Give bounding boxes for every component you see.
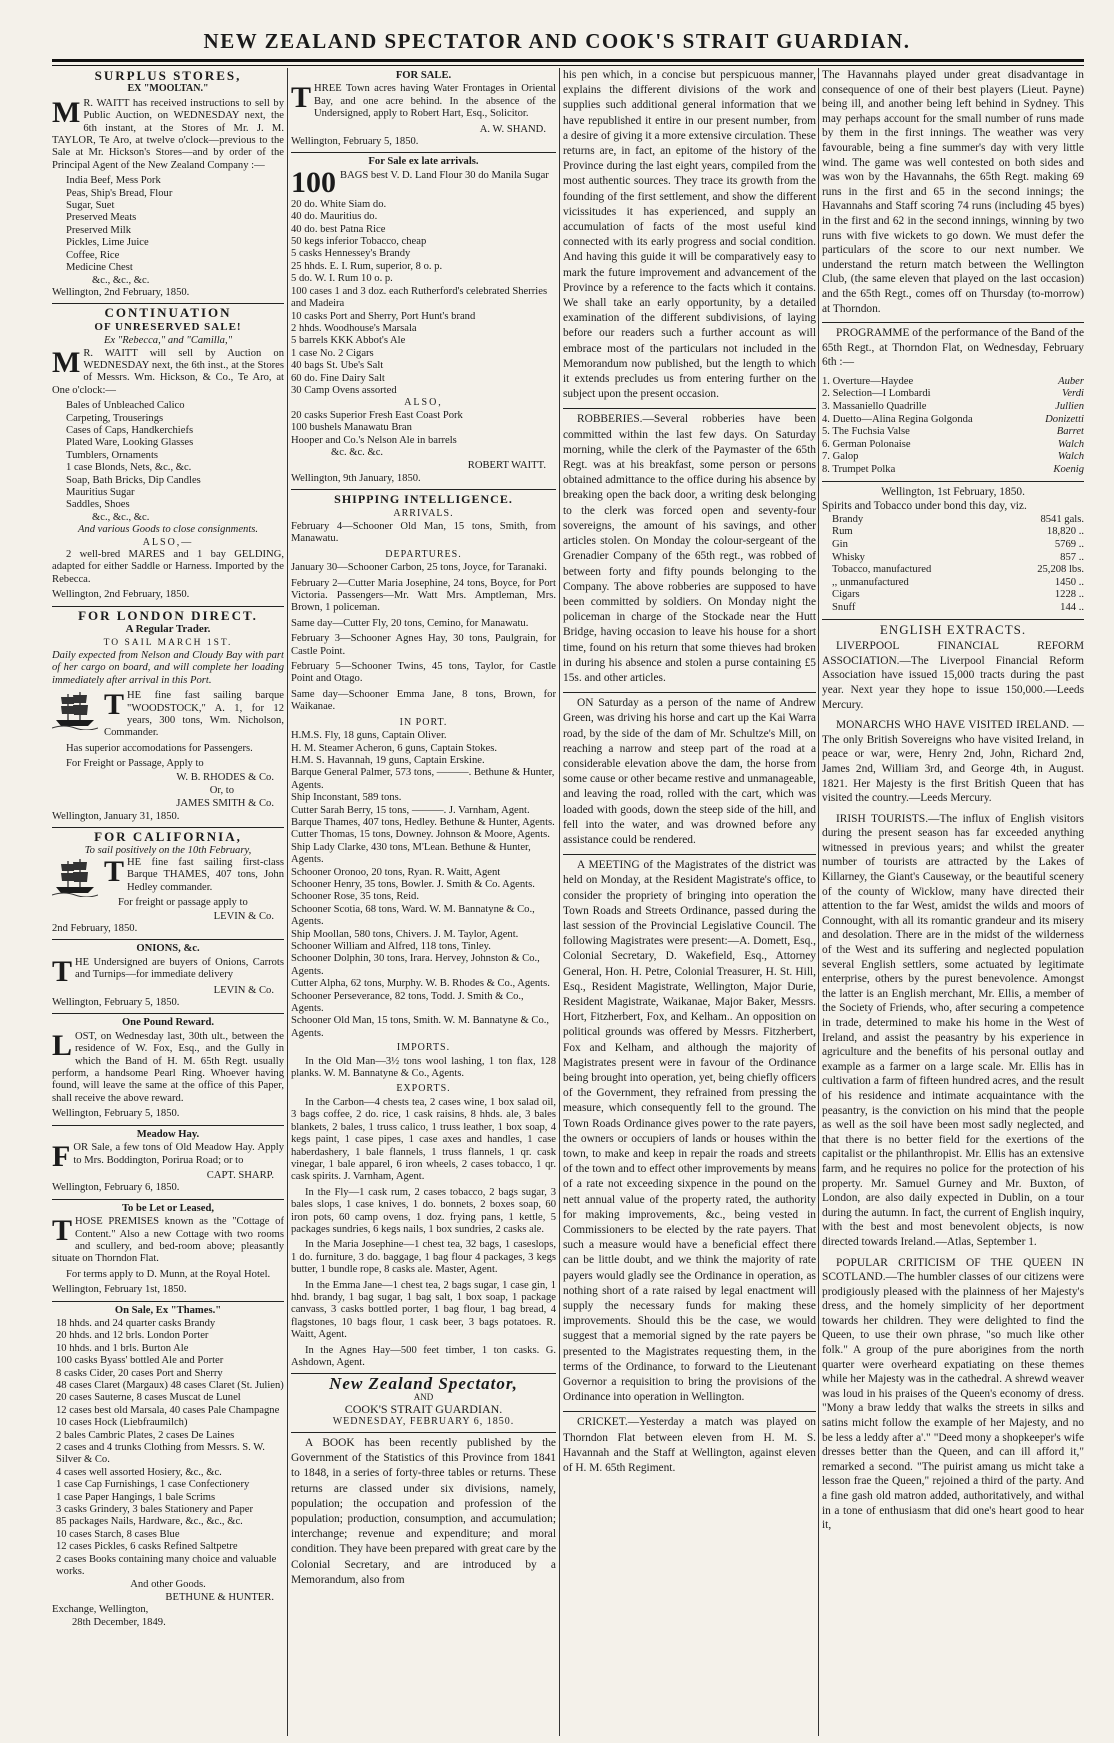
subsection-title: IN PORT.	[399, 716, 448, 728]
separator	[52, 939, 284, 940]
bond-value: 144 ..	[1060, 601, 1084, 613]
separator	[52, 303, 284, 304]
shipping-entry: H.M.S. Fly, 18 guns, Captain Oliver.	[291, 730, 447, 742]
ad-date: 28th December, 1849.	[72, 1616, 166, 1628]
shipping-entry: In the Fly—1 cask rum, 2 cases tobacco, 2 bags sugar, 3 bales slops, 1 case knives, 1 do. bonnets, 2 boxes soap, 60 iron pots, 60 camp ovens, 1 doz. frying pans, 1 kettle, 5 packages sundries, 6 kegs nails, 1 box sundries, 2 casks ale.	[291, 1186, 556, 1235]
list-item: 8 casks Cider, 20 cases Port and Sherry	[56, 1367, 223, 1379]
bond-item: Rum	[832, 526, 853, 538]
ad-title: To be Let or Leased,	[121, 1202, 215, 1214]
article-robberies: ROBBERIES.—Several robberies have been committed within the last few days. On Saturday morning, while the clerk of the Paymaster of the 65th Regt. was at his breakfast, some person or persons obtained admittance to the office during his absence by breaking open the back door, a writing desk belonging to the clerk was forced open and seventy-four sovereigns, the amount of his savings, and other articles stolen. On Monday the colour-sergeant of the Grenadier Company of the 65th regt., was robbed of between forty and fifty pounds belonging to the Company. The above robberies are supposed to have been committed by soldiers. On Monday night the policeman in charge of the Stockade near the Hutt Bridge, having occasion to leave his house for a short time, found on his return that some thieves had broken in during his absence and stolen a purse containing £5 15s. and other articles.	[563, 413, 816, 684]
agent-name: CAPT. SHARP.	[206, 1169, 274, 1181]
ad-accommodation: Has superior accomodations for Passengers.	[66, 742, 253, 754]
list-item: 100 casks Byass' bottled Ale and Porter	[56, 1355, 224, 1367]
dropcap: T	[52, 954, 73, 988]
list-item: Tumblers, Ornaments	[66, 449, 159, 461]
ad-date: Wellington, 2nd February, 1850.	[52, 286, 190, 298]
programme-row	[822, 426, 1084, 439]
bond-table	[822, 514, 1084, 615]
item-list	[52, 400, 284, 524]
ad-body: HE fine fast sailing barque "WOODSTOCK," A. 1, for 12 years, 300 tons, Wm. Nicholson, Commander.	[104, 690, 284, 739]
list-item: 2 bales Cambric Plates, 2 cases De Laines	[56, 1429, 235, 1441]
ad-title: FOR CALIFORNIA,	[94, 829, 242, 845]
bond-row	[832, 577, 1084, 590]
separator	[822, 481, 1084, 482]
separator	[822, 322, 1084, 323]
ad-body: HE Undersigned are buyers of Onions, Carrots and Turnips—for immediate delivery	[75, 956, 284, 981]
dropcap: T	[52, 1214, 73, 1248]
shipping-entry: Barque General Palmer, 573 tons, ———. Bethune & Hunter, Agents.	[291, 767, 555, 791]
separator	[52, 1125, 284, 1126]
programme-row	[822, 439, 1084, 452]
subsection-title: ARRIVALS.	[393, 507, 454, 519]
newspaper-title: NEW ZEALAND SPECTATOR AND COOK'S STRAIT GUARDIAN.	[203, 29, 911, 53]
lead-text: BAGS best V. D. Land Flour 30 do Manila Sugar	[340, 169, 549, 181]
ad-body: HE fine fast sailing first-class Barque THAMES, 407 tons, John Hedley commander.	[127, 856, 284, 893]
list-item: 85 packages Nails, Hardware, &c., &c., &c.	[56, 1516, 243, 1528]
lead-number: 100	[291, 169, 336, 196]
ad-body: OR Sale, a few tons of Old Meadow Hay. Apply to Mrs. Boddington, Porirua Road; or to	[73, 1142, 284, 1166]
list-item: 60 do. Fine Dairy Salt	[291, 372, 385, 384]
bond-row	[832, 602, 1084, 615]
shipping-entry: H.M. S. Havannah, 19 guns, Captain Erskine.	[291, 754, 485, 766]
shipping-entry: Cutter Thomas, 15 tons, Downey. Johnson & Moore, Agents.	[291, 829, 550, 841]
bond-item: Whisky	[832, 551, 865, 563]
ad-for-sale	[291, 70, 556, 148]
programme-row	[822, 401, 1084, 414]
list-item: India Beef, Mess Pork	[66, 175, 161, 187]
bond-row	[832, 564, 1084, 577]
separator	[563, 1411, 816, 1412]
shipping-entry: February 2—Cutter Maria Josephine, 24 tons, Boyce, for Port Victoria. Passengers—Mr. Watt Mrs. Amptleman, Mrs. Brown, 1 policeman.	[291, 577, 556, 614]
article-statistics-continued: his pen which, in a concise but perspicuous manner, explains the different divisions of the work and supplies such additional general information that we have republished it entire in our present number, from a desire of giving it a more extensive circulation. These returns are, in fact, an epitome of the history of the Province during the last eight years, compiled from the most authentic sources. They trace its growth from the founding of the first settlement, and show the different vicissitudes it has experienced, and supply an accumulation of facts of the most useful kind connected with its early progress and social condition. And having this guide it will be comparatively easy to mark the future improvement and advancement of the Province by a reference to the facts which it contains. We shall take an early opportunity, by a detailed examination of the different subdivisions, of laying before our readers such a further account as will embrace most of the particulars not included in the Memorandum now published, but the length to which it extends precludes us from entering further on the subject upon the present occasion.	[563, 69, 816, 401]
column-4	[822, 68, 1084, 1736]
bond-value: 1450 ..	[1054, 576, 1084, 588]
programme-composer: Verdi	[1062, 388, 1084, 400]
ad-subtitle: OF UNRESERVED SALE!	[94, 320, 242, 333]
item-list	[52, 1318, 284, 1579]
ad-body: R. WAITT will sell by Auction on WEDNESDAY next, the 6th inst., at the Stores of Messrs. Wm. Hickson, & Co., Te Aro, at One o'clock:—	[52, 347, 284, 396]
ad-title: SURPLUS STORES,	[94, 68, 242, 83]
ad-body: HOSE PREMISES known as the "Cottage of Content." Also a new Cottage with two rooms and scullery, and bed-room above; pleasantly situate on Thorndon Flat.	[52, 1216, 284, 1265]
ad-body: HREE Town acres having Water Frontages in Oriental Bay, and one acre behind. In the absence of the Undersigned, apply to Robert Hart, Esq., Solicitor.	[314, 83, 556, 120]
ad-italic: Ex "Rebecca," and "Camilla,"	[103, 335, 233, 347]
list-item: Plated Ware, Looking Glasses	[66, 437, 194, 449]
list-item: 30 Camp Ovens assorted	[291, 384, 397, 396]
dropcap: M	[52, 345, 81, 379]
article-magistrates: A MEETING of the Magistrates of the district was held on Monday, at the Resident Magistrate's office, to consider the propriety of bringing into operation the Town Roads and Streets Ordinance, passed during the last session of the Provincial Legislative Council. The following Magistrates were present:—A. Domett, Esq., Colonial Secretary, D. Wakefield, Esq., Attorney General, Hon. H. Petre, Colonial Treasurer, H. St. Hill, Esq., Resident Magistrate, Wellington, Major Durie, Resident Magistrate, Waikanae, Major Baker, Messrs. Hort, Fitzherbert, Fox, and Kelham.. An opposition on political grounds was offered by Messrs. Fitzherbert, Fox and Kelham, and although the majority of Magistrates present were in favour of the Ordinance being brought into operation, yet, being chiefly officers of the Government, they refrained from pressing the measure, which consequently fell to the ground. The Town Roads Ordinance gives power to the rate payers, the owners or occupiers of lands or houses within the town, to make and keep in repair the roads and streets of the town and to effect other improvements by means of a rate not exceeding sixpence in the pound on the nett annual value of the property rated, the authority for making improvements, &c., being vested in Commissioners to be elected by the rate payers. That such a measure would have a beneficial effect there can be little doubt, and we think the majority of rate payers would gladly see the Ordinance in operation, as nothing short of a rate raised by legal enactment will supply the necessary funds for making these improvements. Should this be the case, we would suggest that a memorial signed by the rate payers be presented to the Magistrates requesting them, in the terms of the Ordinance, to forward to the Lieutenant Governor a requisition to bring the provisions of the Ordinance into operation in Wellington.	[563, 859, 816, 1404]
shipping-entry: February 4—Schooner Old Man, 15 tons, Smith, from Manawatu.	[291, 521, 556, 545]
masthead-and: AND	[413, 1391, 434, 1402]
programme-row	[822, 388, 1084, 401]
ad-london	[52, 607, 284, 824]
shipping-entry: Schooner William and Alfred, 118 tons, Tinley.	[291, 941, 491, 952]
ad-other: And other Goods.	[130, 1578, 206, 1590]
list-item: 12 cases best old Marsala, 40 cases Pale Champagne	[56, 1404, 280, 1416]
ad-title: For Sale ex late arrivals.	[368, 156, 479, 168]
shipping-entry: Schooner Scotia, 68 tons, Ward. W. M. Bannatyne & Co., Agents.	[291, 903, 535, 928]
list-item: Preserved Milk	[66, 224, 132, 236]
column-2	[291, 68, 556, 1736]
list-item: Preserved Meats	[66, 212, 137, 224]
dropcap: M	[52, 95, 81, 129]
column-3	[563, 68, 816, 1736]
extract-monarchs: MONARCHS WHO HAVE VISITED IRELAND. —The only British Sovereigns who have visited Ireland, in peace or war, were, Henry 2nd, John, Richard 2nd, James 2nd, William 3rd, and George 4th, in August. 1821. Her Majesty is the first British Queen that has visited the country.—Leeds Mercury.	[822, 719, 1084, 805]
shipping-entry: Ship Inconstant, 589 tons.	[291, 792, 402, 804]
masthead	[0, 0, 1114, 58]
shipping-entry: Same day—Schooner Emma Jane, 8 tons, Brown, for Waikanae.	[291, 688, 556, 713]
list-item: 50 kegs inferior Tobacco, cheap	[291, 236, 427, 248]
list-item: Medicine Chest	[66, 262, 133, 274]
ad-body: R. WAITT has received instructions to sell by Public Auction, on WEDNESDAY next, the 6th instant, at the Stores of Mr. J. M. TAYLOR, Te Aro, at twelve o'clock—previous to the Sale at Mr. Hickson's Stores—and by order of the Principal Agent of the New Zealand Company :—	[52, 97, 284, 171]
agent-name: JAMES SMITH & Co.	[176, 798, 274, 810]
separator	[52, 1013, 284, 1014]
ad-sail-date: TO SAIL MARCH 1ST.	[103, 638, 233, 649]
ad-late-arrivals	[291, 156, 556, 485]
list-item: 20 do. White Siam do.	[291, 198, 387, 210]
separator	[52, 606, 284, 607]
list-item: 1 case Blonds, Nets, &c., &c.	[66, 462, 192, 474]
ad-also: ALSO,	[404, 397, 443, 409]
shipping-entry: Ship Moollan, 580 tons, Chivers. J. M. Taylor, Agent.	[291, 928, 519, 940]
bond-value: 18,820 ..	[1046, 526, 1084, 538]
programme-piece: 8. Trumpet Polka	[822, 464, 896, 476]
bond-item: Gin	[832, 539, 848, 550]
separator	[563, 408, 816, 409]
ad-subtitle: A Regular Trader.	[125, 623, 211, 636]
dropcap: T	[104, 688, 125, 722]
shipping-entry: Schooner Rose, 35 tons, Reid.	[291, 891, 419, 903]
subsection-title: EXPORTS.	[396, 1083, 451, 1095]
list-item: 1 case Paper Hangings, 1 bale Scrims	[56, 1491, 216, 1503]
ad-title: One Pound Reward.	[121, 1017, 215, 1029]
dropcap: F	[52, 1140, 71, 1174]
item-list	[291, 199, 556, 398]
list-item: 40 do. best Patna Rice	[291, 223, 386, 235]
programme-composer: Barret	[1056, 426, 1084, 438]
bond-row	[832, 589, 1084, 602]
shipping-entry: February 5—Schooner Twins, 45 tons, Taylor, for Castle Point and Otago.	[291, 661, 556, 685]
agent-name: A. W. SHAND.	[479, 123, 546, 135]
ad-title: CONTINUATION	[104, 305, 232, 321]
programme-piece: 2. Selection—I Lombardi	[822, 388, 931, 400]
ad-title: On Sale, Ex "Thames."	[114, 1304, 222, 1316]
list-item: Hooper and Co.'s Nelson Ale in barrels	[291, 434, 457, 446]
ad-date: Wellington, February 5, 1850.	[291, 136, 419, 148]
shipping-entry: Cutter Sarah Berry, 15 tons, ———. J. Varnham, Agent.	[291, 804, 530, 816]
bond-item: Snuff	[832, 601, 856, 613]
extract-liverpool: LIVERPOOL FINANCIAL REFORM ASSOCIATION.—The Liverpool Financial Reform Association have issued 15,000 tracts during the past year. Next year they hope to issue 150,000.—Leeds Mercury.	[822, 640, 1084, 711]
ad-california	[52, 831, 284, 935]
shipping-entry: Schooner Oronoo, 20 tons, Ryan. R. Waitt, Agent	[291, 866, 501, 878]
list-item: 20 hhds. and 12 brls. London Porter	[56, 1330, 209, 1342]
agent-name: LEVIN & Co.	[213, 910, 274, 922]
list-item: 5 barrels KKK Abbot's Ale	[291, 335, 406, 347]
article-accident: ON Saturday as a person of the name of Andrew Green, was driving his horse and cart up the Kai Warra road, by the side of the dam of Mr. Schultze's Mill, on reaching a narrow and steep part of the road at a considerable elevation above the dam, the horse from some cause or other became restive and unmanageable, and leaving the road, rolled with the cart, which was loaded with goods, down the steep side of the hill, and fell into the water, and was drowned before any assistance could be rendered.	[563, 697, 816, 846]
bond-item: Tobacco, manufactured	[832, 564, 932, 576]
bond-value: 5769 ..	[1054, 539, 1084, 550]
ad-freight: For freight or passage apply to	[118, 897, 248, 909]
list-item: Soap, Bath Bricks, Dip Candles	[66, 474, 201, 486]
bond-intro: Spirits and Tobacco under bond this day, viz.	[822, 500, 1027, 513]
shipping-entry: In the Old Man—3½ tons wool lashing, 1 ton flax, 128 planks. W. M. Bannatyne & Co., Agents.	[291, 1055, 556, 1080]
programme-row	[822, 376, 1084, 389]
masthead-gothic-title: New Zealand Spectator,	[329, 1374, 518, 1394]
list-item: 3 casks Grindery, 3 bales Stationery and Paper	[56, 1504, 254, 1516]
column-divider	[287, 68, 288, 1736]
band-programme-intro: PROGRAMME of the performance of the Band of the 65th Regt., at Thorndon Flat, on Wednesday, February 6th :—	[822, 327, 1084, 369]
list-item: 1 case No. 2 Cigars	[291, 347, 374, 359]
bond-item: Cigars	[832, 589, 860, 601]
bond-item: Brandy	[832, 513, 864, 525]
list-item: 12 cases Pickles, 6 casks Refined Saltpetre	[56, 1541, 238, 1553]
programme-composer: Walch	[1057, 451, 1084, 463]
list-item: 2 hhds. Woodhouse's Marsala	[291, 322, 417, 334]
list-item: 48 cases Claret (Margaux) 48 cases Claret (St. Julien)	[56, 1380, 284, 1391]
ad-continuation	[52, 307, 284, 601]
list-item: 18 hhds. and 24 quarter casks Brandy	[56, 1317, 216, 1329]
ad-apply: For terms apply to D. Munn, at the Royal Hotel.	[66, 1268, 271, 1280]
list-item: 40 do. Mauritius do.	[291, 211, 378, 223]
agent-name: ROBERT WAITT.	[467, 460, 546, 472]
ad-date: Wellington, 2nd February, 1850.	[52, 589, 190, 601]
programme-row	[822, 414, 1084, 427]
shipping-entry: H. M. Steamer Acheron, 6 guns, Captain Stokes.	[291, 742, 497, 754]
list-item: 10 cases Hock (Liebfraumilch)	[56, 1417, 188, 1429]
separator	[52, 827, 284, 828]
shipping-entry: Barque Thames, 407 tons, Hedley. Bethune & Hunter, Agents.	[291, 816, 555, 828]
list-item: Bales of Unbleached Calico	[66, 400, 185, 412]
programme-composer: Auber	[1058, 375, 1084, 387]
ad-body: OST, on Wednesday last, 30th ult., between the residence of W. Fox, Esq., and the Gully in which the Band of H. M. 65th Regt. usually perform, a handsome Pearl Ring. Whoever having found, will leave the same at the office of this Paper, shall receive the above reward.	[52, 1030, 284, 1104]
list-item: 10 casks Port and Sherry, Port Hunt's brand	[291, 310, 476, 322]
list-item: Peas, Ship's Bread, Flour	[66, 187, 173, 199]
ad-title: FOR SALE.	[395, 70, 452, 81]
shipping-entry: In the Emma Jane—1 chest tea, 2 bags sugar, 1 case gin, 1 hhd. brandy, 1 bag sugar, 1 bag salt, 1 box soap, 1 package canvass, 3 casks bottled porter, 1 bag flour, 1 bag bread, 4 flagstones, 10 bags flour, 1 cask beer, 3 bags potatoes. R. Waitt, Agent.	[291, 1279, 556, 1341]
programme-piece: 5. The Fuchsia Valse	[822, 426, 910, 438]
agent-name: W. B. RHODES & Co.	[176, 771, 274, 783]
list-item: 4 cases well assorted Hosiery, &c., &c.	[56, 1466, 222, 1478]
separator	[52, 1301, 284, 1302]
article-cricket-continued: The Havannahs played under great disadvantage in consequence of one of their best players (Lieut. Payne) being ill, and another being left behind in Sydney. This may perhaps account for the small number of runs made by them in the first innings. The weather was very favourable, being a fine summer's day with very little wind. The game was well contested on both sides and was won by the Havannahs, the 65th Regt. making 69 runs in the first and 65 in the second innings; the Havannahs and Staff scoring 74 runs (including 45 byes) in the first and 62 in the second innings, winning by two runs with five wickets to go down. We must defer the particulars of the score to our next number. We understand the return match between the Wellington Club, (the same eleven that played on the last occasion) and the 65th Regt., comes off on Thursday (to-morrow) at Thorndon.	[822, 69, 1084, 315]
separator	[563, 854, 816, 855]
ad-subtitle: EX "MOOLTAN."	[127, 83, 209, 95]
bond-date: Wellington, 1st February, 1850.	[881, 485, 1025, 498]
ad-date: Wellington, February 5, 1850.	[52, 997, 180, 1009]
separator	[291, 1432, 556, 1433]
programme-piece: 4. Duetto—Alina Regina Golgonda	[822, 413, 973, 425]
ad-meadow-hay	[52, 1129, 284, 1195]
ad-body: 2 well-bred MARES and 1 bay GELDING, adapted for either Saddle or Harness. Imported by the Rebecca.	[52, 549, 284, 585]
bond-item: ,, unmanufactured	[832, 576, 909, 588]
secondary-masthead	[291, 1374, 556, 1428]
ad-reward	[52, 1017, 284, 1120]
column-divider	[818, 68, 819, 1736]
ad-onions	[52, 943, 284, 1009]
list-item: 100 cases 1 and 3 doz. each Rutherford's celebrated Sherries and Madeira	[291, 285, 548, 310]
shipping-entry: Schooner Henry, 35 tons, Bowler. J. Smith & Co. Agents.	[291, 878, 535, 890]
separator	[52, 1199, 284, 1200]
programme-composer: Walch	[1057, 438, 1084, 450]
programme-piece: 3. Massaniello Quadrille	[822, 401, 927, 413]
shipping-intelligence	[291, 493, 556, 1369]
item-list	[291, 410, 556, 460]
list-item: 2 cases and 4 trunks Clothing from Messrs. S. W. Silver & Co.	[56, 1442, 265, 1466]
subsection-title: DEPARTURES.	[385, 548, 462, 560]
item-list	[52, 175, 284, 287]
list-item: 2 cases Books containing many choice and valuable works.	[56, 1553, 277, 1578]
bond-row	[832, 539, 1084, 552]
column-divider	[559, 68, 560, 1736]
programme-row	[822, 451, 1084, 464]
ad-date: Wellington, February 5, 1850.	[52, 1108, 180, 1120]
dropcap: T	[291, 81, 312, 115]
shipping-entry: In the Agnes Hay—500 feet timber, 1 ton casks. G. Ashdown, Agent.	[291, 1344, 556, 1368]
programme-composer: Jullien	[1055, 401, 1084, 413]
shipping-entry: Same day—Cutter Fly, 20 tons, Cemino, for Manawatu.	[291, 617, 529, 629]
shipping-entry: January 30—Schooner Carbon, 25 tons, Joyce, for Taranaki.	[291, 562, 547, 574]
ad-italic: To sail positively on the 10th February,	[84, 844, 252, 856]
shipping-entry: Cutter Alpha, 62 tons, Murphy. W. B. Rhodes & Co., Agents.	[291, 978, 550, 990]
bond-value: 8541 gals.	[1040, 513, 1084, 525]
list-item: &c. &c. &c.	[331, 446, 384, 458]
extract-irish-tourists: IRISH TOURISTS.—The influx of English visitors during the present season has far exceeded anything witnessed in previous years; and whilst the greater number of tourists are attracted by the Lakes of Killarney, the Giant's Causeway, or the beautiful scenery of the county of Wicklow, many have directed their attention to the far West, amidst the wilds and moors of Connought, with all its romantic grandeur and its misery and desolation. There are in the midst of the wilderness of the West and its suffering and neglected population several English settlers, some actuated by legitimate enterprise, others by the purest benevolence. Amongst the latter is an English merchant, Mr. Ellis, a member of the Society of Friends, who, after securing a competence in trade, determined to make his home in the West of Ireland, and assist the peasantry by his experience in agriculture and the benefits of his personal outlay and example as a farmer on a large scale. Mr. Ellis has in cultivation a farm of fifteen hundred acres, and the result of his residence and intimate acquaintance with the peasantry, is the conviction on his mind that the people as well as the soil have been most sadly neglected, and that there is no better field for the exertions of the capitalist or the philanthropist. Mr. Ellis has an extensive farm, and he requires no police for the protection of his property. Mr. Samuel Gurney and Mr. Buxton, of London, are also daily expected in Dublin, on a tour during the autumn. In fact, the current of English inquiry, with the best and most benevolent objects, is now directed towards Ireland.—Atlas, September 1.	[822, 812, 1084, 1248]
ad-title: FOR LONDON DIRECT.	[78, 607, 258, 623]
list-item: 5 casks Hennessey's Brandy	[291, 248, 411, 260]
extract-queen-scotland: POPULAR CRITICISM OF THE QUEEN IN SCOTLAND.—The humbler classes of our citizens were prodigiously pleased with the plainness of her Majesty's dress, and the homely simplicity of her deportment towards her children. They were delighted to find the Queen, to use their own phrase, "so much like other folk." A group of the pure aborigines from the north quarter were overheard expatiating on these themes while her Majesty was in the cathedral. A shrewd weaver was loud in his praises of the Queen's economy of dress. "Mony a braw leddy that walks the streets in silks and satins micht follow the example of her Majesty, and no be less a leddy after a'." "Deed mony a shopkeeper's wife dresses better than the Queen, and can ill afford it," remarked a second. "The puirist amang us micht take a lesson frae the Queen," rejoined a third of the party. And a fine gash old matron added, authoritatively, and withal in a tone of enthusiasm that did one's heart good to hear it,	[822, 1256, 1084, 1532]
ad-also: ALSO,—	[142, 536, 194, 548]
ship-illustration	[52, 690, 98, 730]
list-item: 5 do. W. I. Rum 10 o. p.	[291, 273, 393, 285]
shipping-entry: Schooner Perseverance, 82 tons, Todd. J. Smith & Co., Agents.	[291, 990, 524, 1015]
column-1	[52, 68, 284, 1736]
ad-date: Wellington, February 1st, 1850.	[52, 1284, 187, 1296]
list-item: 25 hhds. E. I. Rum, superior, 8 o. p.	[291, 260, 443, 272]
shipping-entry: Schooner Dolphin, 30 tons, Irara. Hervey, Johnston & Co., Agents.	[291, 953, 540, 977]
agent-name: LEVIN & Co.	[213, 984, 274, 996]
masthead-rule	[52, 59, 1084, 66]
list-item: 10 hhds. and 1 brls. Burton Ale	[56, 1342, 189, 1354]
dropcap: T	[104, 854, 125, 888]
band-programme	[822, 376, 1084, 477]
ad-date: 2nd February, 1850.	[52, 923, 138, 934]
list-item: 20 casks Superior Fresh East Coast Pork	[291, 409, 463, 421]
dropcap: L	[52, 1028, 73, 1062]
programme-piece: 7. Galop	[822, 451, 859, 463]
article-statistics: A BOOK has been recently published by the Government of the Statistics of this Province from 1841 to 1848, in a series of forty-three tables or returns. These returns are classed under six divisions, namely, population; the occupation and profession of the population; production, consumption, and accumulation; interchange; revenue and expenditure; and moral condition. They have been prepared with great care by the Colonial Secretary, and are introduced by a Memorandum, also from	[291, 1437, 556, 1586]
bond-value: 25,208 lbs.	[1037, 564, 1084, 576]
shipping-entry: In the Maria Josephine—1 chest tea, 32 bags, 1 caseslops, 1 do. furniture, 3 do. baggage, 1 bag flour 4 packages, 3 kegs butter, 1 bundle rope, 8 casks ale. Master, Agent.	[291, 1239, 556, 1276]
ad-or: Or, to	[209, 784, 234, 796]
ad-closing: And various Goods to close consignments.	[77, 524, 259, 536]
ad-italic: Daily expected from Nelson and Cloudy Bay with part of her cargo on board, and will complete her loading immediately after arrival in this Port.	[52, 649, 284, 686]
ad-date: Wellington, February 6, 1850.	[52, 1182, 180, 1194]
programme-composer: Koenig	[1053, 464, 1084, 476]
list-item: 10 cases Starch, 8 cases Blue	[56, 1528, 180, 1540]
bond-value: 1228 ..	[1054, 589, 1084, 601]
bond-row	[832, 552, 1084, 565]
article-cricket: CRICKET.—Yesterday a match was played on Thorndon Flat between eleven from H. M. S. Havannah and the Staff at Wellington, against eleven of H. M. 65th Regiment.	[563, 1416, 816, 1475]
ship-illustration	[52, 857, 98, 897]
subsection-title: IMPORTS.	[396, 1042, 451, 1054]
list-item: Cases of Caps, Handkerchiefs	[66, 424, 194, 436]
shipping-entry: In the Carbon—4 chests tea, 2 cases wine, 1 box salad oil, 3 bags coffee, 2 do. rice, 1 cask raisins, 8 hhds. ale, 3 bales blankets, 2 bales, 1 truss calico, 1 truss leather, 1 box soap, 4 kegs paint, 1 case pipes, 1 case axes and handles, 1 case haberdashery, 1 bale flannels, 1 truss flannels, 1 qr. cask vinegar, 1 bale apparel, 6 iron wheels, 2 cases tobacco, 1 qr. cask spirits. J. Varnham, Agent.	[291, 1096, 556, 1183]
programme-piece: 6. German Polonaise	[822, 438, 911, 450]
list-item: Sugar, Suet	[66, 200, 115, 212]
ad-title: ONIONS, &c.	[136, 943, 200, 955]
list-item: Coffee, Rice	[66, 249, 120, 261]
section-title: ENGLISH EXTRACTS.	[879, 621, 1027, 637]
programme-row	[822, 464, 1084, 477]
separator	[291, 489, 556, 490]
list-item: Carpeting, Trouserings	[66, 412, 164, 424]
masthead-subtitle: COOK'S STRAIT GUARDIAN.	[344, 1402, 503, 1417]
list-item: 40 bags St. Ube's Salt	[291, 360, 384, 372]
list-item: Mauritius Sugar	[66, 487, 135, 498]
list-item: 100 bushels Manawatu Bran	[291, 422, 412, 434]
programme-piece: 1. Overture—Haydee	[822, 375, 914, 387]
bond-row	[832, 514, 1084, 527]
separator	[563, 692, 816, 693]
ad-date: Wellington, January 31, 1850.	[52, 810, 180, 822]
bond-row	[832, 526, 1084, 539]
agent-name: BETHUNE & HUNTER.	[165, 1591, 274, 1603]
list-item: &c., &c., &c.	[92, 511, 150, 523]
shipping-entry: Ship Lady Clarke, 430 tons, M'Lean. Bethune & Hunter, Agents.	[291, 841, 531, 866]
ad-freight: For Freight or Passage, Apply to	[66, 758, 204, 770]
list-item: 1 case Cap Furnishings, 1 case Confectionery	[56, 1479, 250, 1491]
ad-title: Meadow Hay.	[136, 1128, 200, 1140]
section-title: SHIPPING INTELLIGENCE.	[334, 492, 513, 507]
ad-place: Exchange, Wellington,	[52, 1604, 149, 1616]
list-item: 20 cases Sauterne, 8 cases Muscat de Lunel	[56, 1392, 241, 1404]
list-item: &c., &c., &c.	[92, 274, 150, 286]
shipping-entry: Schooner Old Man, 15 tons, Smith. W. M. Bannatyne & Co., Agents.	[291, 1015, 550, 1039]
list-item: Saddles, Shoes	[66, 499, 130, 511]
ad-to-let	[52, 1203, 284, 1297]
ad-date: Wellington, 9th January, 1850.	[291, 472, 421, 484]
separator	[822, 619, 1084, 620]
issue-date: WEDNESDAY, FEBRUARY 6, 1850.	[332, 1415, 515, 1427]
bond-value: 857 ..	[1060, 551, 1084, 563]
separator	[291, 152, 556, 153]
ad-surplus-stores	[52, 70, 284, 299]
ad-thames-sale	[52, 1305, 284, 1630]
shipping-entry: February 3—Schooner Agnes Hay, 30 tons, Paulgrain, for Castle Point.	[291, 633, 556, 657]
list-item: Pickles, Lime Juice	[66, 237, 149, 249]
programme-composer: Donizetti	[1045, 413, 1084, 425]
